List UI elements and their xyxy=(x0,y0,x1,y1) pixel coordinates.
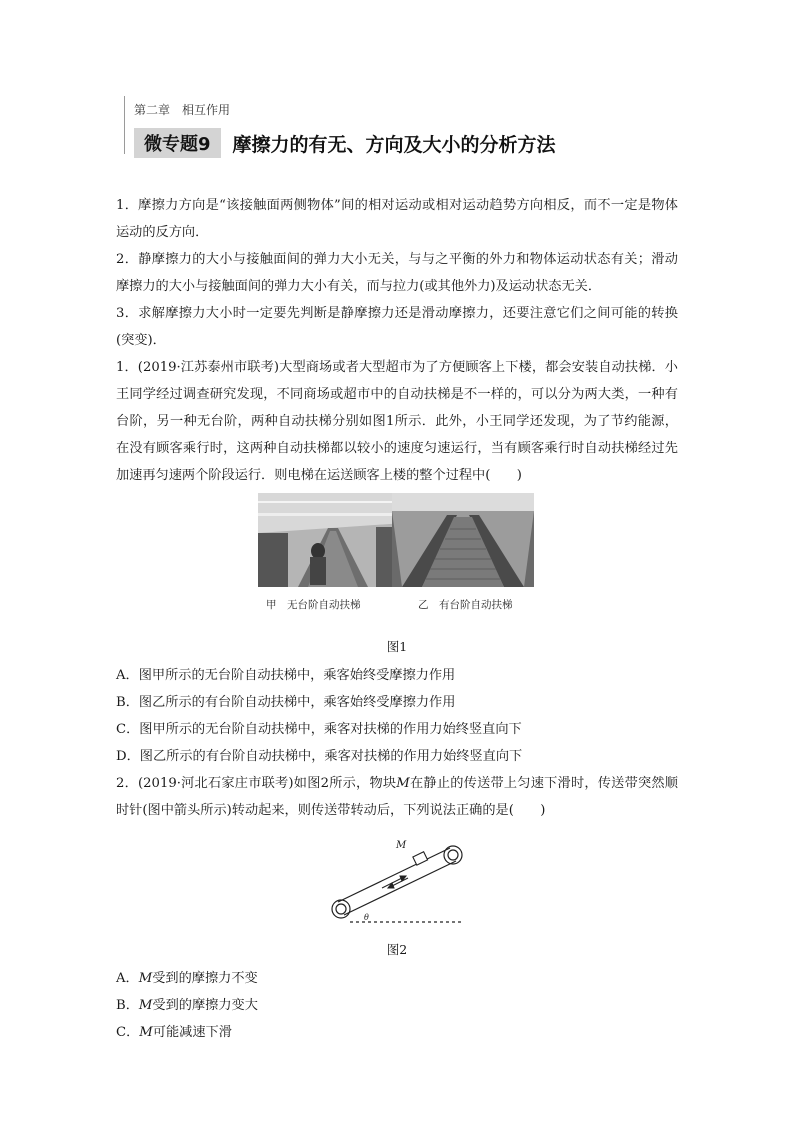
q2-option-c-text: 可能减速下滑 xyxy=(152,1025,232,1040)
q2-option-a-var: M xyxy=(138,971,153,986)
caption-right: 乙 有台阶自动扶梯 xyxy=(418,599,513,611)
q2-var-m: M xyxy=(396,776,410,791)
q2-option-b-prefix: B． xyxy=(116,998,139,1013)
caption-left: 甲 无台阶自动扶梯 xyxy=(266,599,361,611)
photo-flat-escalator xyxy=(258,493,404,587)
fig2-m-label: M xyxy=(396,840,407,851)
figure-2-label: 图2 xyxy=(386,942,408,957)
content xyxy=(116,192,678,1046)
chapter-label: 第二章 相互作用 xyxy=(134,103,231,117)
q2-option-a-prefix: A． xyxy=(116,971,139,986)
q2-option-c-prefix: C． xyxy=(116,1025,140,1040)
intro-point-1: 1．摩擦力方向是“该接触面两侧物体”间的相对运动或相对运动趋势方向相反，而不一定是物体运动的反方向． xyxy=(116,198,678,240)
q2-stem-part-1: 2．(2019·河北石家庄市联考)如图2所示，物块 xyxy=(116,776,397,791)
q2-option-a xyxy=(116,965,678,992)
question-2-stem xyxy=(116,770,678,824)
q2-option-b xyxy=(116,992,678,1019)
q2-option-b-var: M xyxy=(138,998,153,1013)
section-title-row xyxy=(134,128,556,158)
fig2-theta-label: θ xyxy=(364,913,369,922)
intro-point-3: 3．求解摩擦力大小时一定要先判断是静摩擦力还是滑动摩擦力，还要注意它们之间可能的转换(突变)． xyxy=(116,306,678,348)
q1-option-d: D．图乙所示的有台阶自动扶梯中，乘客对扶梯的作用力始终竖直向下 xyxy=(116,749,523,764)
photo-step-escalator xyxy=(392,493,534,587)
q2-option-a-text: 受到的摩擦力不变 xyxy=(152,971,258,986)
figure-1 xyxy=(116,493,678,631)
header-rule xyxy=(124,96,125,154)
q1-option-a: A．图甲所示的无台阶自动扶梯中，乘客始终受摩擦力作用 xyxy=(116,668,456,683)
q1-option-b: B．图乙所示的有台阶自动扶梯中，乘客始终受摩擦力作用 xyxy=(116,695,456,710)
intro-point-2: 2．静摩擦力的大小与接触面间的弹力大小无关，与与之平衡的外力和物体运动状态有关；滑动摩擦力的大小与接触面间的弹力大小有关，而与拉力(或其他外力)及运动状态无关． xyxy=(116,252,678,294)
question-1-stem: 1．(2019·江苏泰州市联考)大型商场或者大型超市为了方便顾客上下楼，都会安装自动扶梯．小王同学经过调查研究发现，不同商场或超市中的自动扶梯是不一样的，可以分为两大类，一种有台阶，另一种无台阶，两种自动扶梯分别如图1所示．此外，小王同学还发现，为了节约能源，在没有顾客乘行时，这两种自动扶梯都以较小的速度匀速运行，当有顾客乘行时自动扶梯经过先加速再匀速两个阶段运行．则电梯在运送顾客上楼的整个过程中( ) xyxy=(116,360,678,483)
topic-tag: 微专题9 xyxy=(134,128,221,158)
q2-option-c xyxy=(116,1019,678,1046)
q2-option-c-var: M xyxy=(139,1025,153,1040)
figure-2 xyxy=(116,826,678,934)
q2-option-b-text: 受到的摩擦力变大 xyxy=(152,998,258,1013)
q1-option-c: C．图甲所示的无台阶自动扶梯中，乘客对扶梯的作用力始终竖直向下 xyxy=(116,722,522,737)
page-title: 摩擦力的有无、方向及大小的分析方法 xyxy=(232,133,556,156)
q2-stem-part-2: 在静止的传送带上匀速下滑时，传送带突然顺时针(图中箭头所示)转动起来，则传送带转动后，下列说法正确的是( ) xyxy=(116,776,678,818)
figure-1-label: 图1 xyxy=(386,639,408,654)
